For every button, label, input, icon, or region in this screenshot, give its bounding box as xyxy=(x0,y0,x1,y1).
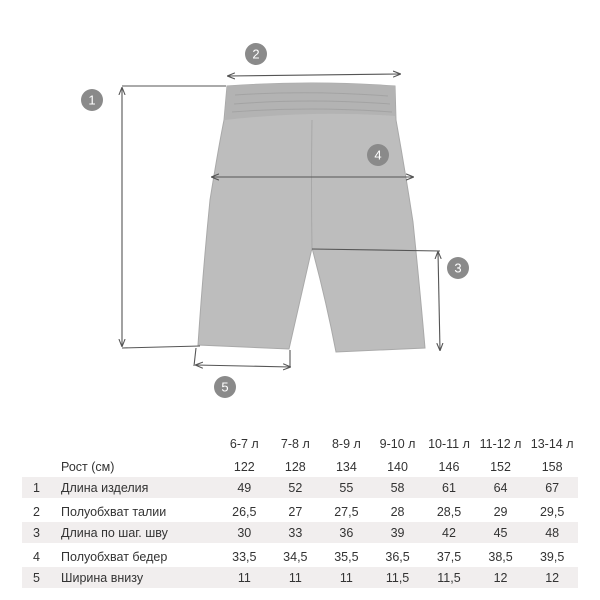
cell: 64 xyxy=(475,477,527,498)
cell: 38,5 xyxy=(488,549,513,564)
table-row xyxy=(22,501,578,522)
header-spacer-label xyxy=(51,432,219,456)
badge-3 xyxy=(447,257,469,279)
cell: 42 xyxy=(423,522,475,543)
badge-4 xyxy=(367,144,389,166)
cell: 45 xyxy=(475,522,527,543)
badge-2 xyxy=(245,43,267,65)
row-label: Длина изделия xyxy=(51,477,219,498)
cell: 152 xyxy=(490,459,511,474)
size-header-row xyxy=(22,432,578,456)
cell: 26,5 xyxy=(232,504,257,519)
size-col: 8-9 л xyxy=(331,437,361,451)
length-guide-bottom xyxy=(122,346,200,348)
cell: 61 xyxy=(423,477,475,498)
cell: 30 xyxy=(219,522,270,543)
cell: 12 xyxy=(475,567,527,588)
cell: 11 xyxy=(219,567,270,588)
row-label: Полуобхват талии xyxy=(61,504,167,519)
badge-5 xyxy=(214,376,236,398)
table-row xyxy=(22,477,578,498)
hem-guide-left xyxy=(194,348,196,366)
table-row xyxy=(22,522,578,543)
cell: 58 xyxy=(372,477,423,498)
cell: 55 xyxy=(321,477,372,498)
waist-arrow xyxy=(228,74,400,76)
cell: 122 xyxy=(233,459,255,474)
cell: 158 xyxy=(541,459,563,474)
cell: 39,5 xyxy=(539,549,565,564)
cell: 33,5 xyxy=(232,549,257,564)
cell: 48 xyxy=(526,522,578,543)
height-row xyxy=(22,456,578,477)
size-col: 11-12 л xyxy=(479,437,522,451)
cell: 11 xyxy=(321,567,372,588)
table-row xyxy=(22,567,578,588)
row-label: Ширина внизу xyxy=(51,567,219,588)
cell: 11,5 xyxy=(423,567,475,588)
size-chart-table xyxy=(22,432,578,588)
size-col: 6-7 л xyxy=(229,437,259,451)
cell: 28,5 xyxy=(436,504,462,519)
row-label: Рост (см) xyxy=(61,459,115,474)
row-num: 3 xyxy=(22,522,51,543)
table-row xyxy=(22,546,578,567)
badge-1-label: 1 xyxy=(88,92,96,108)
cell: 39 xyxy=(372,522,423,543)
rise-seam xyxy=(312,120,313,248)
cell: 37,5 xyxy=(436,549,462,564)
badge-4-label: 4 xyxy=(374,147,382,163)
cell: 49 xyxy=(219,477,270,498)
shorts-illustration xyxy=(198,83,425,352)
cell: 134 xyxy=(335,459,357,474)
cell: 128 xyxy=(284,459,306,474)
size-col: 13-14 л xyxy=(530,437,574,451)
badge-5-label: 5 xyxy=(221,379,229,395)
cell: 29,5 xyxy=(539,504,565,519)
cell: 36 xyxy=(321,522,372,543)
size-col: 9-10 л xyxy=(379,437,416,451)
cell: 35,5 xyxy=(334,549,359,564)
cell: 27,5 xyxy=(334,504,359,519)
cell: 29 xyxy=(493,504,508,519)
header-spacer-num xyxy=(22,432,51,456)
row-num: 5 xyxy=(22,567,51,588)
hem-arrow xyxy=(196,365,290,367)
cell: 12 xyxy=(526,567,578,588)
cell: 33 xyxy=(270,522,321,543)
badge-1 xyxy=(81,89,103,111)
row-label: Полуобхват бедер xyxy=(61,549,168,564)
cell: 11 xyxy=(270,567,321,588)
size-col: 10-11 л xyxy=(428,437,470,451)
cell: 36,5 xyxy=(385,549,410,564)
cell: 34,5 xyxy=(283,549,308,564)
cell: 27 xyxy=(288,504,303,519)
cell: 140 xyxy=(387,459,408,474)
badge-2-label: 2 xyxy=(252,46,260,62)
cell: 11,5 xyxy=(372,567,423,588)
row-num: 1 xyxy=(22,477,51,498)
row-num: 2 xyxy=(33,504,40,519)
badge-3-label: 3 xyxy=(454,260,462,276)
cell: 146 xyxy=(438,459,460,474)
cell: 67 xyxy=(526,477,578,498)
cell: 52 xyxy=(270,477,321,498)
cell: 28 xyxy=(390,504,405,519)
row-num xyxy=(22,456,51,477)
row-label: Длина по шаг. шву xyxy=(51,522,219,543)
row-num: 4 xyxy=(33,549,40,564)
inseam-arrow xyxy=(438,252,440,350)
size-col: 7-8 л xyxy=(280,437,310,451)
